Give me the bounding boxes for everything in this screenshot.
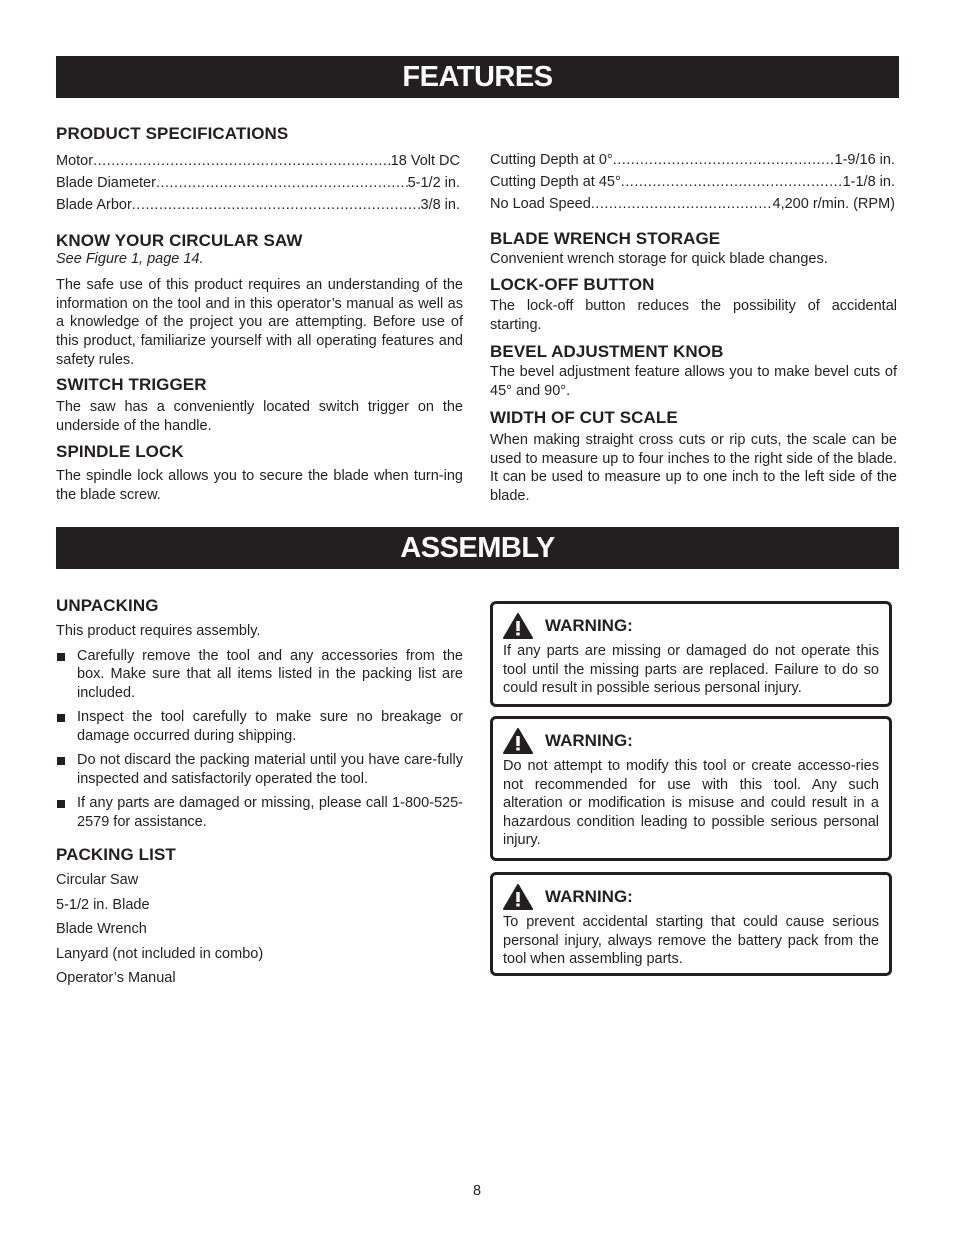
bullet-icon <box>57 757 65 765</box>
warning-text: Do not attempt to modify this tool or create accesso-ries not recommended for use with this tool. Any such alteration or modification is misuse and could result in a hazardous condition leading to possible serious personal injury. <box>503 758 879 849</box>
unpacking-list <box>56 647 463 832</box>
warning-box <box>490 872 892 976</box>
spec-row <box>490 171 895 193</box>
lock-off-text: The lock-off button reduces the possibility of accidental starting. <box>490 298 897 333</box>
list-item <box>56 794 463 831</box>
list-item-text: Inspect the tool carefully to make sure no breakage or damage occurred during shipping. <box>77 709 463 745</box>
spec-label: Cutting Depth at 45° <box>490 174 621 190</box>
warning-triangle-icon <box>503 884 533 910</box>
blade-wrench-heading: BLADE WRENCH STORAGE <box>490 229 721 248</box>
unpacking-heading: UNPACKING <box>56 596 159 615</box>
unpacking-section <box>56 596 463 837</box>
warning-triangle-icon <box>503 728 533 754</box>
spec-row <box>56 194 460 216</box>
features-banner: FEATURES <box>56 56 899 98</box>
spec-value: 3/8 in. <box>420 197 460 213</box>
warning-title: WARNING: <box>545 887 633 906</box>
bullet-icon <box>57 800 65 808</box>
bevel-section <box>490 342 897 400</box>
list-item-text: Carefully remove the tool and any accessories from the box. Make sure that all items listed in the packing list are included. <box>77 647 463 702</box>
list-item-text: If any parts are damaged or missing, please call 1-800-525-2579 for assistance. <box>77 795 463 830</box>
list-item <box>56 751 463 788</box>
blade-wrench-section <box>490 229 897 269</box>
warning-box <box>490 716 892 861</box>
spec-value: 5-1/2 in. <box>407 175 460 191</box>
width-scale-text: When making straight cross cuts or rip cuts, the scale can be used to measure up to four inches to the right side of the blade. It can be used to measure up to one inch to the left side of the blade. <box>490 432 897 505</box>
lock-off-heading: LOCK-OFF BUTTON <box>490 275 655 294</box>
warning-text: To prevent accidental starting that could cause serious personal injury, always remove the battery pack from the tool when assembling parts. <box>503 914 879 968</box>
bullet-icon <box>57 714 65 722</box>
warning-header <box>503 728 879 754</box>
packing-list-heading: PACKING LIST <box>56 845 176 864</box>
unpacking-intro: This product requires assembly. <box>56 623 261 639</box>
spec-value: 4,200 r/min. (RPM) <box>772 196 895 212</box>
list-item-text: Do not discard the packing material until you have care-fully inspected and satisfactorily operated the tool. <box>77 752 463 787</box>
spec-value: 18 Volt DC <box>390 153 460 169</box>
spec-label: Cutting Depth at 0° <box>490 152 613 168</box>
switch-trigger-heading: SWITCH TRIGGER <box>56 375 207 394</box>
warning-text: If any parts are missing or damaged do not operate this tool until the missing parts are replaced. Failure to do so could result in possible serious personal injury. <box>503 643 879 697</box>
list-item: Lanyard (not included in combo) <box>56 945 264 962</box>
bullet-icon <box>57 653 65 661</box>
spec-value: 1-1/8 in. <box>842 174 895 190</box>
know-saw-text: The safe use of this product requires an understanding of the information on the tool and in this operator’s manual as well as a knowledge of the project you are attempting. Before use of this product, familiarize yourself with all operating features and safety rules. <box>56 277 463 368</box>
spec-value: 1-9/16 in. <box>834 152 895 168</box>
spindle-lock-text: The spindle lock allows you to secure the blade when turn-ing the blade screw. <box>56 468 463 503</box>
switch-trigger-text: The saw has a conveniently located switch trigger on the underside of the handle. <box>56 399 463 434</box>
warning-box <box>490 601 892 707</box>
spec-label: Blade Diameter <box>56 175 156 191</box>
product-specs-right <box>490 149 895 215</box>
spindle-lock-section <box>56 442 463 504</box>
lock-off-section <box>490 275 897 334</box>
blade-wrench-text: Convenient wrench storage for quick blade changes. <box>490 251 828 267</box>
spec-label: Blade Arbor <box>56 197 132 213</box>
width-scale-heading: WIDTH OF CUT SCALE <box>490 408 678 427</box>
width-scale-section <box>490 408 897 506</box>
spec-label: No Load Speed <box>490 196 591 212</box>
spec-row <box>490 149 895 171</box>
warning-title: WARNING: <box>545 731 633 750</box>
warning-title: WARNING: <box>545 616 633 635</box>
packing-list <box>56 868 463 991</box>
spec-label: Motor <box>56 153 94 169</box>
bevel-text: The bevel adjustment feature allows you to make bevel cuts of 45° and 90°. <box>490 364 897 399</box>
warning-header <box>503 884 879 910</box>
product-specs-heading: PRODUCT SPECIFICATIONS <box>56 124 289 143</box>
list-item: 5-1/2 in. Blade <box>56 896 150 913</box>
list-item: Operator’s Manual <box>56 970 176 986</box>
spec-row <box>490 193 895 215</box>
list-item: Blade Wrench <box>56 921 147 937</box>
list-item: Circular Saw <box>56 872 139 888</box>
spindle-lock-heading: SPINDLE LOCK <box>56 442 184 461</box>
switch-trigger-section <box>56 375 463 435</box>
spec-row <box>56 172 460 194</box>
product-specs-section <box>56 124 463 216</box>
warning-header <box>503 613 879 639</box>
know-saw-heading: KNOW YOUR CIRCULAR SAW <box>56 231 303 250</box>
page-number: 8 <box>472 1183 482 1199</box>
packing-list-section <box>56 845 463 991</box>
spec-row <box>56 150 460 172</box>
list-item <box>56 708 463 745</box>
bevel-heading: BEVEL ADJUSTMENT KNOB <box>490 342 724 361</box>
figure-reference: See Figure 1, page 14. <box>56 251 204 267</box>
assembly-banner: ASSEMBLY <box>56 527 899 569</box>
list-item <box>56 647 463 703</box>
know-saw-section <box>56 231 463 370</box>
warning-triangle-icon <box>503 613 533 639</box>
